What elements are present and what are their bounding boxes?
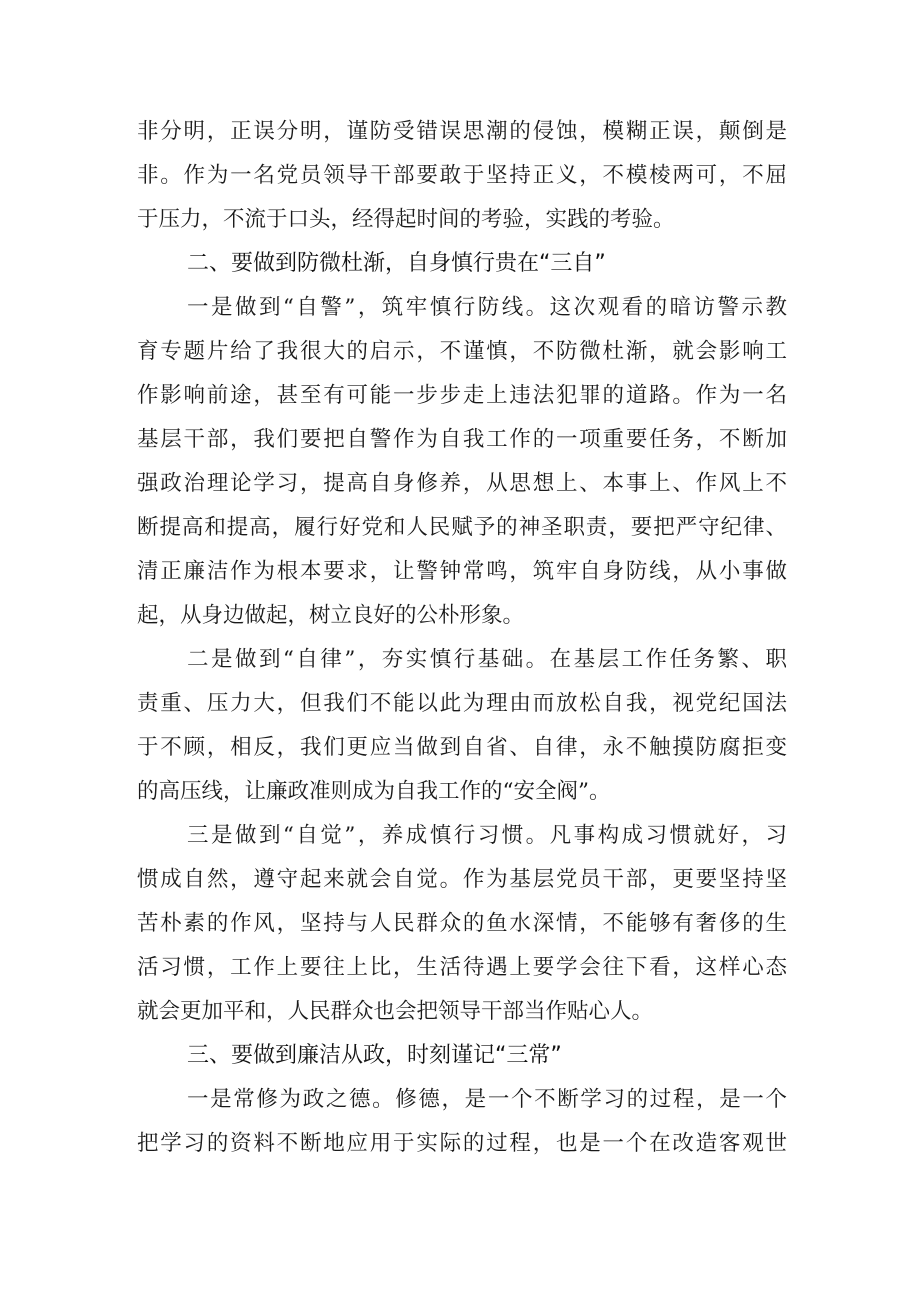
paragraph-line: 基层干部，我们要把自警作为自我工作的一项重要任务，不断加 (137, 427, 787, 452)
paragraph-line: 非分明，正误分明，谨防受错误思潮的侵蚀，模糊正误，颠倒是 (137, 119, 787, 144)
paragraph-line: 责重、压力大，但我们不能以此为理由而放松自我，视党纪国法 (137, 691, 787, 716)
paragraph-line: 活习惯，工作上要往上比，生活待遇上要学会往下看，这样心态 (137, 955, 787, 980)
paragraph-line: 非。作为一名党员领导干部要敢于坚持正义，不模棱两可，不屈 (137, 163, 787, 188)
paragraph-line: 把学习的资料不断地应用于实际的过程，也是一个在改造客观世 (137, 1131, 787, 1156)
paragraph-line: 一是做到“自警”，筑牢慎行防线。这次观看的暗访警示教 (187, 295, 787, 320)
paragraph-line: 断提高和提高，履行好党和人民赋予的神圣职责，要把严守纪律、 (137, 515, 787, 540)
paragraph-line: 育专题片给了我很大的启示，不谨慎，不防微杜渐，就会影响工 (137, 339, 787, 364)
paragraph-line: 的高压线，让廉政准则成为自我工作的“安全阀”。 (137, 779, 611, 804)
paragraph-line: 于压力，不流于口头，经得起时间的考验，实践的考验。 (137, 207, 675, 232)
paragraph-line: 清正廉洁作为根本要求，让警钟常鸣，筑牢自身防线，从小事做 (137, 559, 787, 584)
paragraph-line: 于不顾，相反，我们更应当做到自省、自律，永不触摸防腐拒变 (137, 735, 787, 760)
paragraph-line: 起，从身边做起，树立良好的公朴形象。 (137, 603, 525, 628)
section-heading-2: 二、要做到防微杜渐，自身慎行贵在“三自” (187, 251, 606, 276)
paragraph-line: 就会更加平和，人民群众也会把领导干部当作贴心人。 (137, 999, 654, 1024)
paragraph-line: 强政治理论学习，提高自身修养，从思想上、本事上、作风上不 (137, 471, 787, 496)
paragraph-line: 二是做到“自律”，夯实慎行基础。在基层工作任务繁、职 (187, 647, 787, 672)
paragraph-line: 惯成自然，遵守起来就会自觉。作为基层党员干部，更要坚持坚 (137, 867, 787, 892)
paragraph-line: 苦朴素的作风，坚持与人民群众的鱼水深情，不能够有奢侈的生 (137, 911, 787, 936)
paragraph-line: 作影响前途，甚至有可能一步步走上违法犯罪的道路。作为一名 (137, 383, 787, 408)
paragraph-line: 一是常修为政之德。修德，是一个不断学习的过程，是一个 (187, 1087, 787, 1112)
section-heading-3: 三、要做到廉洁从政，时刻谨记“三常” (187, 1043, 562, 1068)
paragraph-line: 三是做到“自觉”，养成慎行习惯。凡事构成习惯就好，习 (187, 823, 787, 848)
